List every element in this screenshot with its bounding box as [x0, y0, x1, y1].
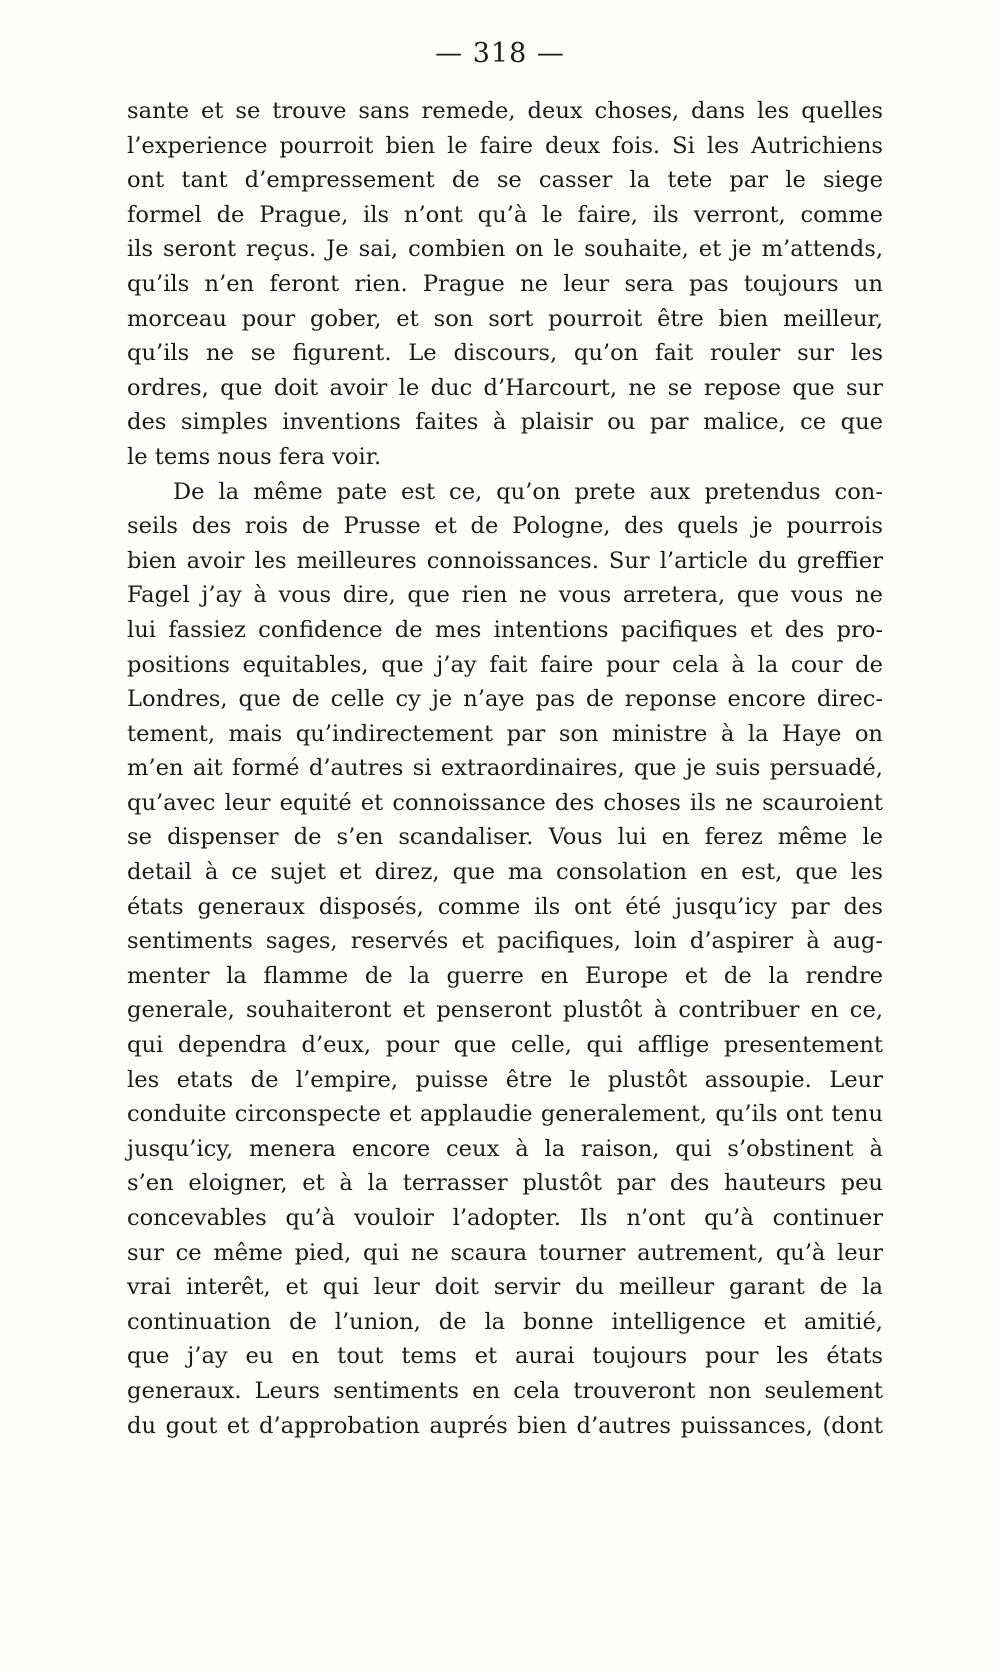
text-line: sur ce même pied, qui ne scaura tourner autrement, qu’à leur — [127, 1239, 883, 1266]
text-line: De la même pate est ce, qu’on prete aux pretendus con- — [173, 478, 883, 505]
text-line: concevables qu’à vouloir l’adopter. Ils n’ont qu’à continuer — [127, 1205, 883, 1231]
text-line: Londres, que de celle cy je n’aye pas de reponse encore direc- — [127, 686, 883, 713]
text-line: bien avoir les meilleures connoissances. Sur l’article du greffier — [127, 547, 883, 574]
text-line: lui fassiez confidence de mes intentions pacifiques et des pro- — [127, 616, 883, 643]
text-line: les etats de l’empire, puisse être le plustôt assoupie. Leur — [127, 1066, 883, 1093]
text-line: ordres, que doit avoir le duc d’Harcourt, ne se repose que sur — [127, 374, 883, 401]
text-line: generale, souhaiteront et penseront plustôt à contribuer en ce, — [127, 997, 883, 1024]
text-line: conduite circonspecte et applaudie generalement, qu’ils ont tenu — [127, 1101, 883, 1128]
text-line: Fagel j’ay à vous dire, que rien ne vous arretera, que vous ne — [127, 582, 883, 609]
text-line: tement, mais qu’indirectement par son ministre à la Haye on — [127, 720, 883, 747]
text-line: états generaux disposés, comme ils ont été jusqu’icy par des — [127, 893, 883, 920]
page-text — [127, 94, 883, 1443]
text-line: seils des rois de Prusse et de Pologne, des quels je pourrois — [127, 513, 883, 540]
page-number: — 318 — — [435, 38, 565, 69]
text-line: detail à ce sujet et direz, que ma consolation en est, que les — [127, 859, 883, 886]
text-line: ils seront reçus. Je sai, combien on le souhaite, et je m’attends, — [127, 236, 883, 263]
text-line: menter la flamme de la guerre en Europe et de la rendre — [127, 962, 883, 989]
text-line: m’en ait formé d’autres si extraordinaires, que je suis persuadé, — [127, 755, 883, 782]
text-line: generaux. Leurs sentiments en cela trouveront non seulement — [127, 1377, 883, 1404]
text-line: qu’ils ne se figurent. Le discours, qu’on fait rouler sur les — [127, 340, 883, 367]
text-line: des simples inventions faites à plaisir ou par malice, ce que — [127, 409, 883, 436]
text-line: vrai interêt, et qui leur doit servir du meilleur garant de la — [127, 1274, 883, 1301]
text-line: que j’ay eu en tout tems et aurai toujours pour les états — [127, 1343, 883, 1370]
text-line: qui dependra d’eux, pour que celle, qui afflige presentement — [127, 1032, 883, 1059]
text-line: sentiments sages, reservés et pacifiques, loin d’aspirer à aug- — [127, 928, 883, 955]
text-line: formel de Prague, ils n’ont qu’à le faire, ils verront, comme — [127, 201, 883, 228]
text-line: morceau pour gober, et son sort pourroit être bien meilleur, — [127, 305, 883, 332]
text-line: ont tant d’empressement de se casser la tete par le siege — [127, 167, 883, 194]
text-line: l’experience pourroit bien le faire deux fois. Si les Autrichiens — [127, 132, 883, 159]
paragraph — [127, 475, 883, 1444]
paragraph — [127, 94, 883, 475]
text-line: positions equitables, que j’ay fait faire pour cela à la cour de — [127, 651, 883, 678]
text-line: jusqu’icy, menera encore ceux à la raison, qui s’obstinent à — [127, 1135, 883, 1162]
text-line: qu’avec leur equité et connoissance des choses ils ne scauroient — [127, 789, 883, 816]
text-line: sante et se trouve sans remede, deux choses, dans les quelles — [127, 98, 883, 124]
text-line: continuation de l’union, de la bonne intelligence et amitié, — [127, 1308, 883, 1335]
text-line: se dispenser de s’en scandaliser. Vous lui en ferez même le — [127, 824, 883, 851]
text-line: du gout et d’approbation auprés bien d’autres puissances, (dont — [127, 1412, 883, 1439]
text-line: qu’ils n’en feront rien. Prague ne leur sera pas toujours un — [127, 270, 883, 297]
text-line: s’en eloigner, et à la terrasser plustôt par des hauteurs peu — [127, 1170, 883, 1197]
text-line: le tems nous fera voir. — [127, 443, 382, 470]
